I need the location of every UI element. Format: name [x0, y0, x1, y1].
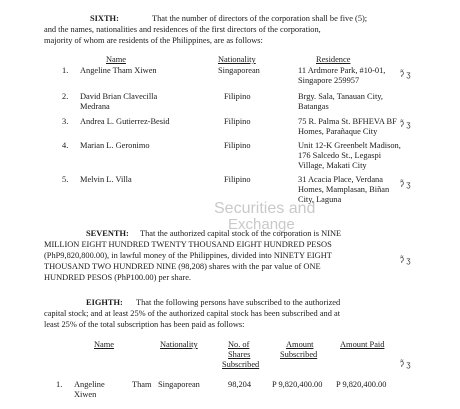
- directors-header-name: Name: [106, 55, 126, 64]
- director-nationality: Filipino: [224, 117, 251, 126]
- subscriber-amount-paid: P 9,820,400.00: [336, 380, 387, 389]
- initials-mark-icon: ʔ̃ ʒ: [400, 360, 411, 369]
- subscribers-header-amount-subscribed: Subscribed: [280, 350, 318, 359]
- eighth-line-1: That the following persons have subscribed to the authorized: [136, 298, 341, 307]
- director-residence: Batangas: [298, 102, 329, 111]
- director-name: Andrea L. Gutierrez-Besid: [80, 117, 170, 126]
- initials-mark-icon: ʔ̃ ʒ: [400, 70, 411, 79]
- director-nationality: Filipino: [224, 92, 251, 101]
- director-residence: City, Laguna: [298, 195, 342, 204]
- seventh-line-2: MILLION EIGHT HUNDRED TWENTY THOUSAND EIGHT HUNDRED PESOS: [44, 240, 332, 249]
- subscriber-name: Tham: [132, 380, 152, 389]
- director-name: Melvin L. Villa: [80, 175, 132, 184]
- director-residence: Brgy. Sala, Tanauan City,: [298, 92, 384, 101]
- subscribers-header-name: Name: [94, 340, 114, 349]
- subscribers-header-shares: Shares: [228, 350, 251, 359]
- sixth-line-1: That the number of directors of the corporation shall be five (5);: [152, 14, 368, 23]
- director-name: Angeline Tham Xiwen: [80, 66, 157, 75]
- seventh-line-1: That the authorized capital stock of the corporation is NINE: [140, 229, 342, 238]
- director-residence: 11 Ardmore Park, #10-01,: [298, 66, 386, 75]
- seventh-heading: SEVENTH:: [86, 229, 129, 238]
- director-residence: Singapore 259957: [298, 76, 360, 85]
- director-number: 5.: [62, 175, 69, 184]
- initials-mark-icon: ʔ̃ ʒ: [400, 120, 411, 129]
- subscribers-header-nationality: Nationality: [160, 340, 198, 349]
- initials-mark-icon: ʔ̃ ʒ: [400, 180, 411, 189]
- subscriber-amount-subscribed: P 9,820,400.00: [272, 380, 323, 389]
- eighth-line-2: capital stock; and at least 25% of the authorized capital stock has been subscribed and at: [44, 309, 341, 318]
- director-residence: Village, Makati City: [298, 161, 367, 170]
- eighth-line-3: least 25% of the total subscription has been paid as follows:: [44, 320, 245, 329]
- seventh-line-3: (PhP9,820,800.00), in lawful money of the Philippines, divided into NINETY EIGHT: [44, 251, 332, 260]
- director-residence: 176 Salcedo St., Legaspi: [298, 151, 382, 160]
- director-number: 3.: [62, 117, 69, 126]
- director-residence: 75 R. Palma St. BFHEVA BF: [298, 117, 397, 126]
- seventh-line-5: HUNDRED PESOS (PhP100.00) per share.: [44, 273, 192, 282]
- director-number: 4.: [62, 141, 69, 150]
- sixth-line-3: majority of whom are residents of the Philippines, are as follows:: [44, 36, 263, 45]
- directors-header-nationality: Nationality: [218, 55, 256, 64]
- subscriber-shares: 98,204: [228, 380, 252, 389]
- subscriber-name: Angeline: [74, 380, 105, 389]
- subscriber-nationality: Singaporean: [158, 380, 200, 389]
- subscribers-header-amount-paid: Amount Paid: [340, 340, 385, 349]
- director-name: Medrana: [80, 102, 110, 111]
- director-residence: 31 Acacia Place, Verdana: [298, 175, 383, 184]
- director-name: Marian L. Geronimo: [80, 141, 150, 150]
- director-residence: Unit 12-K Greenbelt Madison,: [298, 141, 401, 150]
- director-nationality: Filipino: [224, 141, 251, 150]
- subscriber-number: 1.: [56, 380, 63, 389]
- director-number: 1.: [62, 66, 69, 75]
- subscribers-header-amount-subscribed: Amount: [286, 340, 314, 349]
- eighth-heading: EIGHTH:: [86, 298, 123, 307]
- initials-mark-icon: ʔ̃ ʒ: [400, 256, 411, 265]
- director-residence: Homes, Mamplasan, Biñan: [298, 185, 390, 194]
- director-nationality: Singaporean: [218, 66, 260, 75]
- sixth-line-2: and the names, nationalities and residences of the first directors of the corporation,: [44, 25, 321, 34]
- subscribers-header-shares: No. of: [228, 340, 250, 349]
- seventh-line-4: THOUSAND TWO HUNDRED NINE (98,208) shares with the par value of ONE: [44, 262, 321, 271]
- watermark-line-2: Exchange: [228, 216, 295, 233]
- director-residence: Homes, Parañaque City: [298, 127, 378, 136]
- watermark-line-1: Securities and: [214, 200, 316, 217]
- director-name: David Brian Clavecilla: [80, 92, 158, 101]
- subscribers-header-shares: Subscribed: [222, 360, 260, 369]
- director-nationality: Filipino: [224, 175, 251, 184]
- sixth-heading: SIXTH:: [90, 14, 119, 23]
- subscriber-name: Xiwen: [74, 390, 97, 399]
- director-number: 2.: [62, 92, 69, 101]
- directors-header-residence: Residence: [316, 55, 351, 64]
